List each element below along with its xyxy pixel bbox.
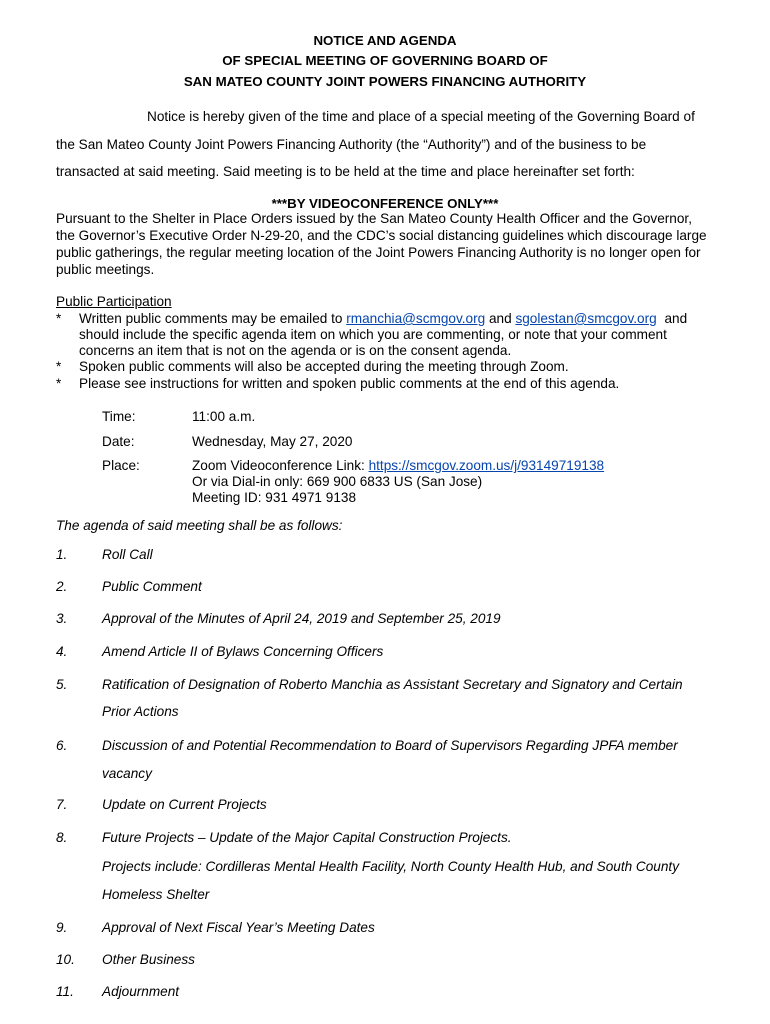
email-link-rmanchia[interactable]: rmanchia@scmgov.org [346,311,486,326]
header-line-1: NOTICE AND AGENDA [313,33,457,48]
bullet-2-text: Spoken public comments will also be accepted during the meeting through Zoom. [79,359,569,374]
agenda-item-number: 8. [56,830,68,845]
bullet-1-line-1 [79,311,687,326]
agenda-item-number: 4. [56,644,68,659]
agenda-item-public-comment: Public Comment [102,579,202,594]
agenda-intro: The agenda of said meeting shall be as follows: [56,518,343,533]
agenda-item-ratification: Ratification of Designation of Roberto Manchia as Assistant Secretary and Signatory and Certain [102,677,683,692]
video-line-3: public gatherings, the regular meeting location of the Joint Powers Financing Authority is no longer open for [56,245,701,260]
videoconference-heading: ***BY VIDEOCONFERENCE ONLY*** [271,196,499,211]
place-label: Place: [102,458,140,473]
participation-heading: Public Participation [56,294,172,309]
agenda-item-future-projects-line-2: Projects include: Cordilleras Mental Health Facility, North County Health Hub, and South County [102,859,680,874]
bullet-1-post: and [664,311,688,326]
email-link-sgolestan[interactable]: sgolestan@smcgov.org [515,311,657,326]
agenda-item-number: 7. [56,797,68,812]
notice-line-2: the San Mateo County Joint Powers Financing Authority (the “Authority”) and of the business to be [56,137,647,152]
agenda-item-number: 10. [56,952,75,967]
agenda-item-future-projects-line-3: Homeless Shelter [102,887,210,902]
header-line-3: SAN MATEO COUNTY JOINT POWERS FINANCING AUTHORITY [183,74,587,89]
agenda-item-number: 11. [56,984,74,999]
agenda-item-ratification-cont: Prior Actions [102,704,179,719]
date-label: Date: [102,434,135,449]
bullet-1-and: and [488,311,512,326]
agenda-item-vacancy: Discussion of and Potential Recommendation to Board of Supervisors Regarding JPFA member [102,738,678,753]
dialin-line: Or via Dial-in only: 669 900 6833 US (San Jose) [192,474,483,489]
agenda-item-vacancy-cont: vacancy [102,766,152,781]
bullet-1-line-3: concerns an item that is not on the agenda or is on the consent agenda. [79,343,512,358]
place-line-1 [192,458,604,473]
agenda-item-future-projects: Future Projects – Update of the Major Capital Construction Projects. [102,830,512,845]
agenda-item-number: 5. [56,677,68,692]
agenda-item-other-business: Other Business [102,952,195,967]
video-line-1: Pursuant to the Shelter in Place Orders issued by the San Mateo County Health Officer and the Governor, [56,211,692,226]
agenda-item-meeting-dates: Approval of Next Fiscal Year’s Meeting Dates [102,920,375,935]
video-line-2: the Governor’s Executive Order N-29-20, and the CDC’s social distancing guidelines which discourage large [56,228,707,243]
agenda-item-number: 9. [56,920,68,935]
agenda-item-number: 6. [56,738,68,753]
date-value: Wednesday, May 27, 2020 [192,434,353,449]
bullet-1-line-2: should include the specific agenda item on which you are commenting, or note that your comment [79,327,667,342]
meeting-id-line: Meeting ID: 931 4971 9138 [192,490,357,505]
notice-line-1: Notice is hereby given of the time and place of a special meeting of the Governing Board of [147,109,695,124]
agenda-item-current-projects: Update on Current Projects [102,797,267,812]
agenda-item-number: 1. [56,547,68,562]
time-value: 11:00 a.m. [192,409,256,424]
bullet-3-text: Please see instructions for written and spoken public comments at the end of this agenda. [79,376,620,391]
agenda-item-number: 2. [56,579,68,594]
notice-line-3: transacted at said meeting. Said meeting is to be held at the time and place hereinafter set forth: [56,164,635,179]
bullet-2-marker: * [56,359,62,374]
agenda-item-adjournment: Adjournment [102,984,180,999]
bullet-3-marker: * [56,376,62,391]
video-line-4: public meetings. [56,262,155,277]
zoom-link-prefix: Zoom Videoconference Link: [192,458,365,473]
bullet-1-pre: Written public comments may be emailed to [79,311,343,326]
agenda-item-minutes-approval: Approval of the Minutes of April 24, 2019 and September 25, 2019 [102,611,501,626]
agenda-item-number: 3. [56,611,68,626]
agenda-item-roll-call: Roll Call [102,547,153,562]
agenda-item-bylaws: Amend Article II of Bylaws Concerning Officers [102,644,384,659]
time-label: Time: [102,409,136,424]
zoom-link[interactable]: https://smcgov.zoom.us/j/93149719138 [368,458,605,473]
header-line-2: OF SPECIAL MEETING OF GOVERNING BOARD OF [222,53,548,68]
bullet-1-marker: * [56,311,62,326]
